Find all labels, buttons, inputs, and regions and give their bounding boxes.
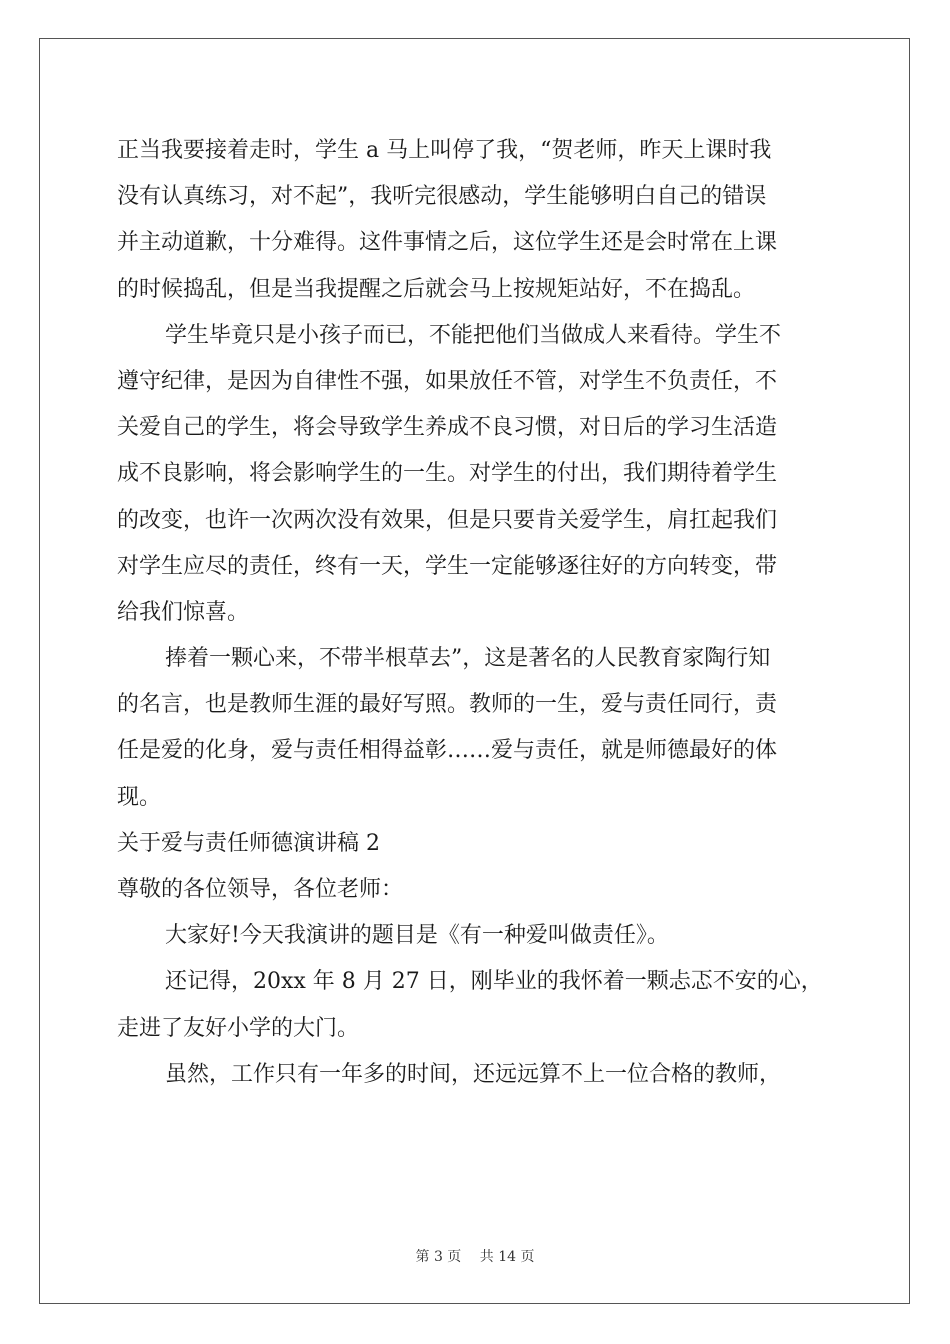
text-line: 现。 (117, 784, 162, 810)
paragraph-first-line: 捧着一颗心来，不带半根草去”，这是著名的人民教育家陶行知 (165, 646, 771, 672)
text-line: 对学生应尽的责任，终有一天，学生一定能够逐往好的方向转变，带 (117, 553, 778, 579)
text-line: 关爱自己的学生，将会导致学生养成不良习惯，对日后的学习生活造 (117, 415, 778, 441)
text-line: 的名言，也是教师生涯的最好写照。教师的一生，爱与责任同行，责 (117, 692, 778, 718)
page-number-footer: 第 3 页 共 14 页 (415, 1249, 535, 1265)
text-line: 任是爱的化身，爱与责任相得益彰……爱与责任，就是师德最好的体 (117, 738, 778, 764)
text-line: 没有认真练习，对不起”，我听完很感动，学生能够明白自己的错误 (117, 184, 767, 210)
text-line: 的改变，也许一次两次没有效果，但是只要肯关爱学生，肩扛起我们 (117, 507, 778, 533)
paragraph-first-line: 还记得，20xx 年 8 月 27 日，刚毕业的我怀着一颗忐忑不安的心， (165, 969, 823, 995)
section-title: 关于爱与责任师德演讲稿 2 (117, 830, 380, 856)
text-line: 的时候捣乱，但是当我提醒之后就会马上按规矩站好，不在捣乱。 (117, 276, 756, 302)
text-line: 正当我要接着走时，学生 a 马上叫停了我，“贺老师，昨天上课时我 (117, 138, 772, 163)
text-line: 给我们惊喜。 (117, 599, 250, 625)
text-line: 走进了友好小学的大门。 (117, 1015, 360, 1041)
document-body (117, 128, 837, 1098)
salutation: 尊敬的各位领导，各位老师： (117, 877, 404, 902)
text-line: 遵守纪律，是因为自律性不强，如果放任不管，对学生不负责任，不 (117, 368, 778, 394)
text-line: 并主动道歉，十分难得。这件事情之后，这位学生还是会时常在上课 (117, 230, 778, 256)
text-line: 成不良影响，将会影响学生的一生。对学生的付出，我们期待着学生 (117, 461, 778, 487)
paragraph-first-line: 学生毕竟只是小孩子而已，不能把他们当做成人来看待。学生不 (165, 322, 782, 348)
paragraph-first-line: 虽然，工作只有一年多的时间，还远远算不上一位合格的教师， (165, 1061, 782, 1087)
paragraph-first-line: 大家好!今天我演讲的题目是《有一种爱叫做责任》。 (165, 923, 669, 949)
